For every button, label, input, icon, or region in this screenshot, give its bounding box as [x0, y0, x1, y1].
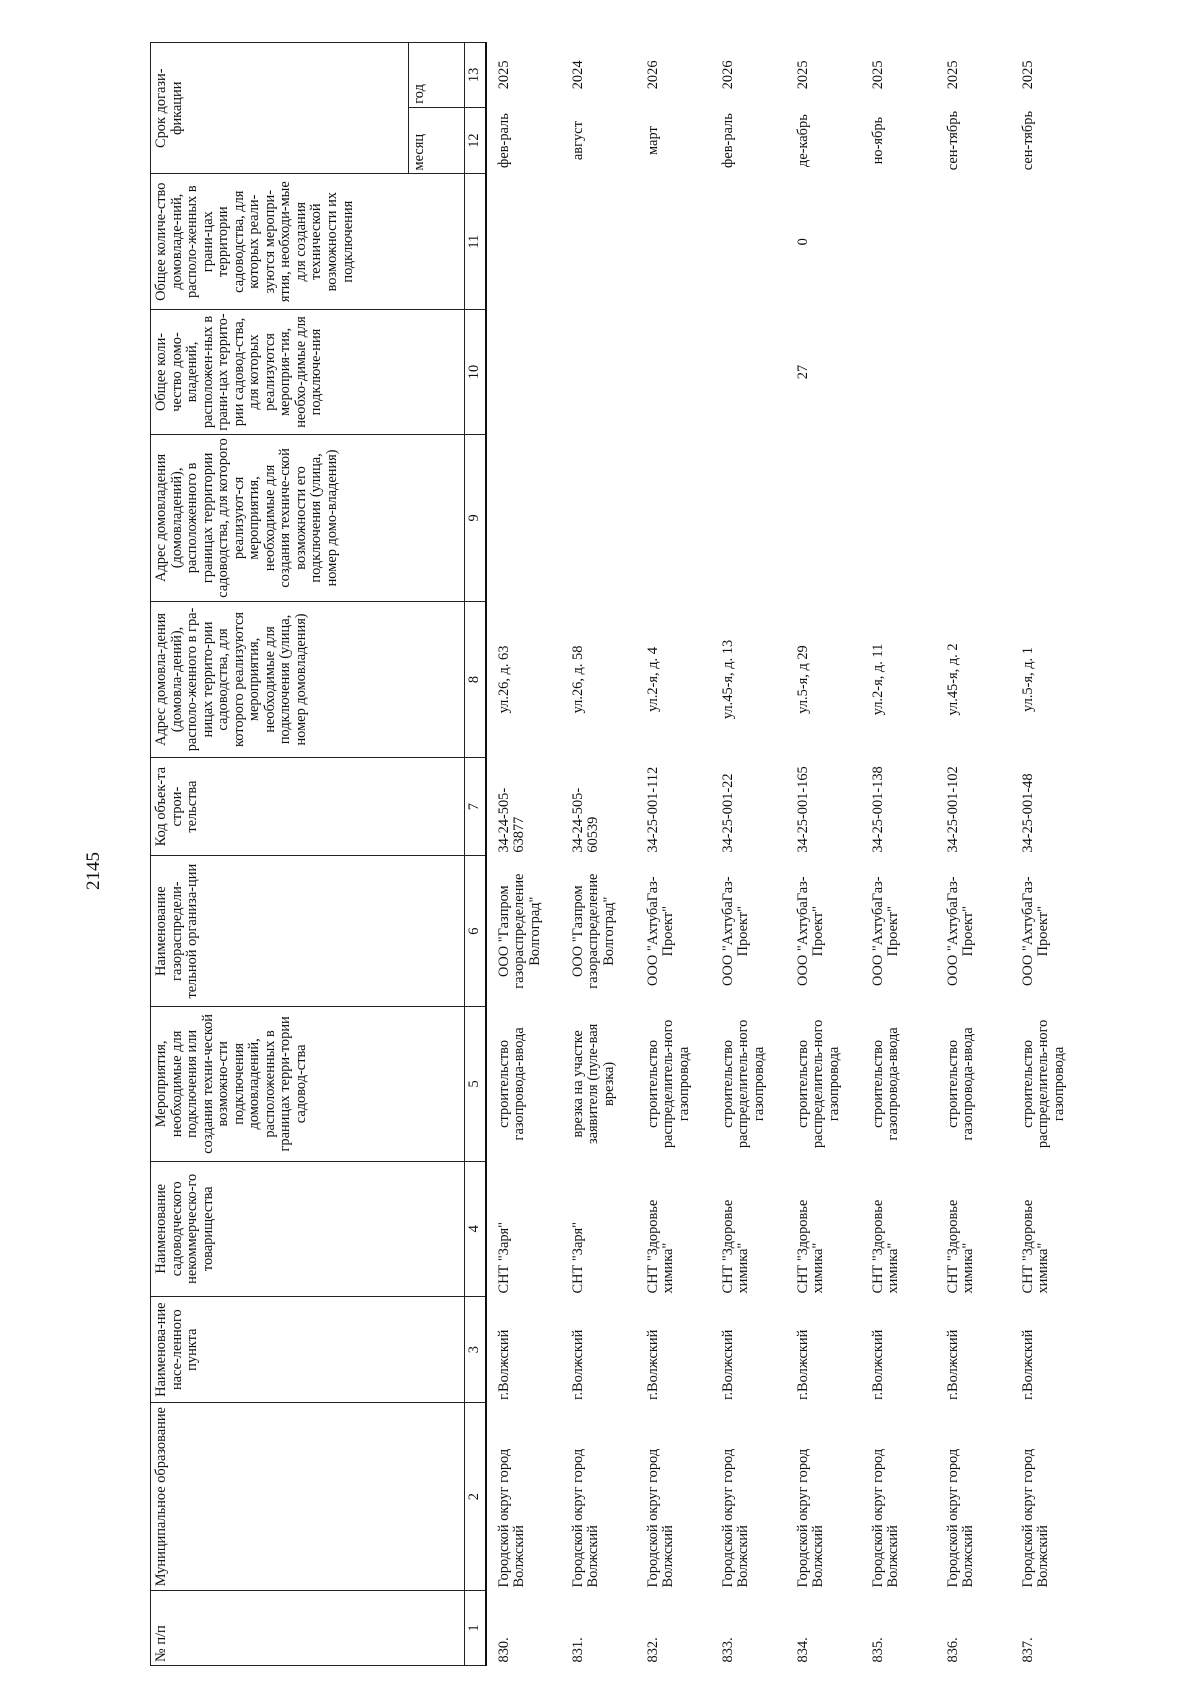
header-organization: Наименование газораспредели-тельной организа-ции	[151, 856, 465, 1007]
total-connection-cell	[486, 309, 561, 434]
municipality-cell: Городской округ город Волжский	[869, 1448, 902, 1588]
municipality-cell: Городской округ город Волжский	[644, 1448, 677, 1588]
snt-cell: СНТ "Заря"	[495, 1221, 512, 1294]
row-number: 833.	[719, 1637, 736, 1663]
object-code-cell: 34-25-001-102	[944, 766, 961, 853]
total-connection-cell	[1011, 309, 1086, 434]
object-code-cell: 34-25-001-165	[794, 766, 811, 853]
total-technical-cell	[1011, 174, 1086, 310]
table-row	[861, 43, 936, 1666]
column-number: 7	[465, 758, 486, 856]
total-technical-cell	[636, 174, 711, 310]
address-connection-cell: ул.5-я, д 29	[794, 645, 811, 714]
year-cell: 2024	[569, 60, 586, 90]
object-code-cell: 34-24-505-60539	[569, 787, 602, 853]
address-technical-cell	[561, 435, 636, 602]
header-snt: Наименование садоводческого некоммерческо-го товарищества	[151, 1161, 465, 1297]
settlement-cell: г.Волжский	[794, 1329, 811, 1400]
column-number: 6	[465, 856, 486, 1007]
object-code-cell: 34-25-001-138	[869, 766, 886, 853]
header-year: год	[409, 43, 465, 108]
organization-cell: ООО "АхтубаГаз-Проект"	[1019, 876, 1052, 986]
address-connection-cell: ул.26, д. 58	[569, 645, 586, 714]
address-technical-cell	[1011, 435, 1086, 602]
table-row	[561, 43, 636, 1666]
month-cell: август	[569, 121, 586, 161]
municipality-cell: Городской округ город Волжский	[794, 1448, 827, 1588]
month-cell: сен-тябрь	[1019, 110, 1036, 171]
snt-cell: СНТ "Здоровье химика"	[719, 1199, 752, 1294]
header-number: № п/п	[151, 1590, 465, 1665]
settlement-cell: г.Волжский	[569, 1329, 586, 1400]
settlement-cell: г.Волжский	[495, 1329, 512, 1400]
column-number-row	[465, 43, 486, 1666]
header-address-connection: Адрес домовла-дения (домовла-дений), располо-женного в гра-ницах террито-рии садоводства, для которого реализуются мероприятия, необходимые для подключения (улица, номер домовладения)	[151, 601, 465, 757]
column-number: 12	[465, 107, 486, 174]
total-technical-cell	[936, 174, 1011, 310]
table-row	[711, 43, 786, 1666]
municipality-cell: Городской округ город Волжский	[719, 1448, 752, 1588]
address-technical-cell	[711, 435, 786, 602]
event-cell: врезка на участке заявителя (пуле-вая врезка)	[569, 1023, 617, 1145]
total-connection-cell	[711, 309, 786, 434]
total-connection-cell	[936, 309, 1011, 434]
total-technical-cell	[486, 174, 561, 310]
settlement-cell: г.Волжский	[719, 1329, 736, 1400]
year-cell: 2026	[719, 60, 736, 90]
table-row	[1011, 43, 1086, 1666]
row-number: 836.	[944, 1637, 961, 1663]
header-total-connection: Общее коли-чество домо-владений, расположен-ных в грани-цах террито-рии садовод-ства, для которых реализуются мероприя-тия, необхо-димые для подключе-ния	[151, 309, 465, 434]
year-cell: 2025	[794, 60, 811, 90]
month-cell: де-кабрь	[794, 114, 811, 167]
organization-cell: ООО "АхтубаГаз-Проект"	[719, 876, 752, 986]
municipality-cell: Городской округ город Волжский	[569, 1448, 602, 1588]
address-technical-cell	[636, 435, 711, 602]
month-cell: но-ябрь	[869, 116, 886, 165]
settlement-cell: г.Волжский	[944, 1329, 961, 1400]
table-row	[936, 43, 1011, 1666]
total-connection-cell	[561, 309, 636, 434]
month-cell: фев-раль	[495, 113, 512, 168]
object-code-cell: 34-25-001-48	[1019, 773, 1036, 853]
snt-cell: СНТ "Здоровье химика"	[1019, 1199, 1052, 1294]
year-cell: 2025	[495, 60, 512, 90]
month-cell: сен-тябрь	[944, 110, 961, 171]
object-code-cell: 34-25-001-112	[644, 766, 661, 853]
column-number: 10	[465, 309, 486, 434]
organization-cell: ООО "Газпром газораспределение Волгоград"	[569, 873, 617, 989]
total-technical-cell	[561, 174, 636, 310]
column-number: 1	[465, 1590, 486, 1665]
header-month: месяц	[409, 107, 465, 174]
snt-cell: СНТ "Заря"	[569, 1221, 586, 1294]
snt-cell: СНТ "Здоровье химика"	[944, 1199, 977, 1294]
header-address-technical: Адрес домовладения (домовладений), расположенного в границах территории садоводства, для которого реализуют-ся мероприятия, необходимые для создания техниче-ской возможности его подключения (улица, номер домо-владения)	[151, 435, 465, 602]
address-connection-cell: ул.45-я, д. 2	[944, 643, 961, 716]
address-technical-cell	[936, 435, 1011, 602]
event-cell: строительство распределитель-ного газопровода	[644, 1019, 692, 1149]
object-code-cell: 34-24-505-63877	[495, 787, 528, 853]
year-cell: 2025	[1019, 60, 1036, 90]
event-cell: строительство газопровода-ввода	[869, 1027, 902, 1141]
header-deadline: Срок догази-фикации	[151, 43, 409, 174]
row-number: 837.	[1019, 1637, 1036, 1663]
row-number: 835.	[869, 1637, 886, 1663]
organization-cell: ООО "АхтубаГаз-Проект"	[944, 876, 977, 986]
column-number: 4	[465, 1161, 486, 1297]
header-municipality: Муниципальное образование	[151, 1403, 465, 1591]
organization-cell: ООО "Газпром газораспределение Волгоград"	[495, 873, 543, 989]
table-row	[786, 43, 861, 1666]
address-connection-cell: ул.2-я, д. 11	[869, 643, 886, 716]
object-code-cell: 34-25-001-22	[719, 773, 736, 853]
address-connection-cell: ул.45-я, д. 13	[719, 639, 736, 720]
header-total-technical: Общее количе-ство домовладе-ний, располо-женных в грани-цах территории садоводства, для которых реали-зуются меропри-ятия, необходи-мые для создания технической возможности их подключения	[151, 174, 465, 310]
year-cell: 2025	[869, 60, 886, 90]
month-cell: март	[644, 126, 661, 155]
total-technical-cell	[861, 174, 936, 310]
organization-cell: ООО "АхтубаГаз-Проект"	[644, 876, 677, 986]
address-technical-cell	[861, 435, 936, 602]
table-row	[486, 43, 561, 1666]
snt-cell: СНТ "Здоровье химика"	[869, 1199, 902, 1294]
column-number: 13	[465, 43, 486, 108]
table-row	[636, 43, 711, 1666]
address-technical-cell	[786, 435, 861, 602]
row-number: 834.	[794, 1637, 811, 1663]
municipality-cell: Городской округ город Волжский	[944, 1448, 977, 1588]
address-connection-cell: ул.2-я, д. 4	[644, 647, 661, 712]
organization-cell: ООО "АхтубаГаз-Проект"	[869, 876, 902, 986]
year-cell: 2025	[944, 60, 961, 90]
event-cell: строительство распределитель-ного газопровода	[794, 1019, 842, 1149]
row-number: 830.	[495, 1637, 512, 1663]
organization-cell: ООО "АхтубаГаз-Проект"	[794, 876, 827, 986]
gasification-table	[150, 42, 1086, 1666]
column-number: 11	[465, 174, 486, 310]
column-number: 2	[465, 1403, 486, 1591]
municipality-cell: Городской округ город Волжский	[1019, 1448, 1052, 1588]
event-cell: строительство газопровода-ввода	[944, 1027, 977, 1141]
header-object-code: Код объек-та строи-тельства	[151, 758, 465, 856]
snt-cell: СНТ "Здоровье химика"	[644, 1199, 677, 1294]
header-event: Мероприятия, необходимые для подключения или создания техни-ческой возможно-сти подключения домовладений, расположенных в границах терри-тории садовод-ства	[151, 1007, 465, 1161]
address-connection-cell: ул.5-я, д. 1	[1019, 647, 1036, 712]
column-number: 5	[465, 1007, 486, 1161]
snt-cell: СНТ "Здоровье химика"	[794, 1199, 827, 1294]
settlement-cell: г.Волжский	[644, 1329, 661, 1400]
year-cell: 2026	[644, 60, 661, 90]
settlement-cell: г.Волжский	[869, 1329, 886, 1400]
column-number: 8	[465, 601, 486, 757]
municipality-cell: Городской округ город Волжский	[495, 1448, 528, 1588]
total-connection-cell: 27	[794, 364, 811, 380]
total-connection-cell	[861, 309, 936, 434]
page-number: 2145	[83, 852, 104, 890]
month-cell: фев-раль	[719, 113, 736, 168]
event-cell: строительство распределитель-ного газопровода	[1019, 1019, 1067, 1149]
rotated-page-content	[150, 18, 1067, 1678]
total-connection-cell	[636, 309, 711, 434]
column-number: 3	[465, 1297, 486, 1403]
event-cell: строительство распределитель-ного газопровода	[719, 1019, 767, 1149]
header-settlement: Наименова-ние насе-ленного пункта	[151, 1297, 465, 1403]
total-technical-cell: 0	[794, 238, 811, 246]
address-technical-cell	[486, 435, 561, 602]
event-cell: строительство газопровода-ввода	[495, 1027, 528, 1141]
total-technical-cell	[711, 174, 786, 310]
row-number: 831.	[569, 1637, 586, 1663]
row-number: 832.	[644, 1637, 661, 1663]
column-number: 9	[465, 435, 486, 602]
address-connection-cell: ул.26, д. 63	[495, 645, 512, 714]
settlement-cell: г.Волжский	[1019, 1329, 1036, 1400]
